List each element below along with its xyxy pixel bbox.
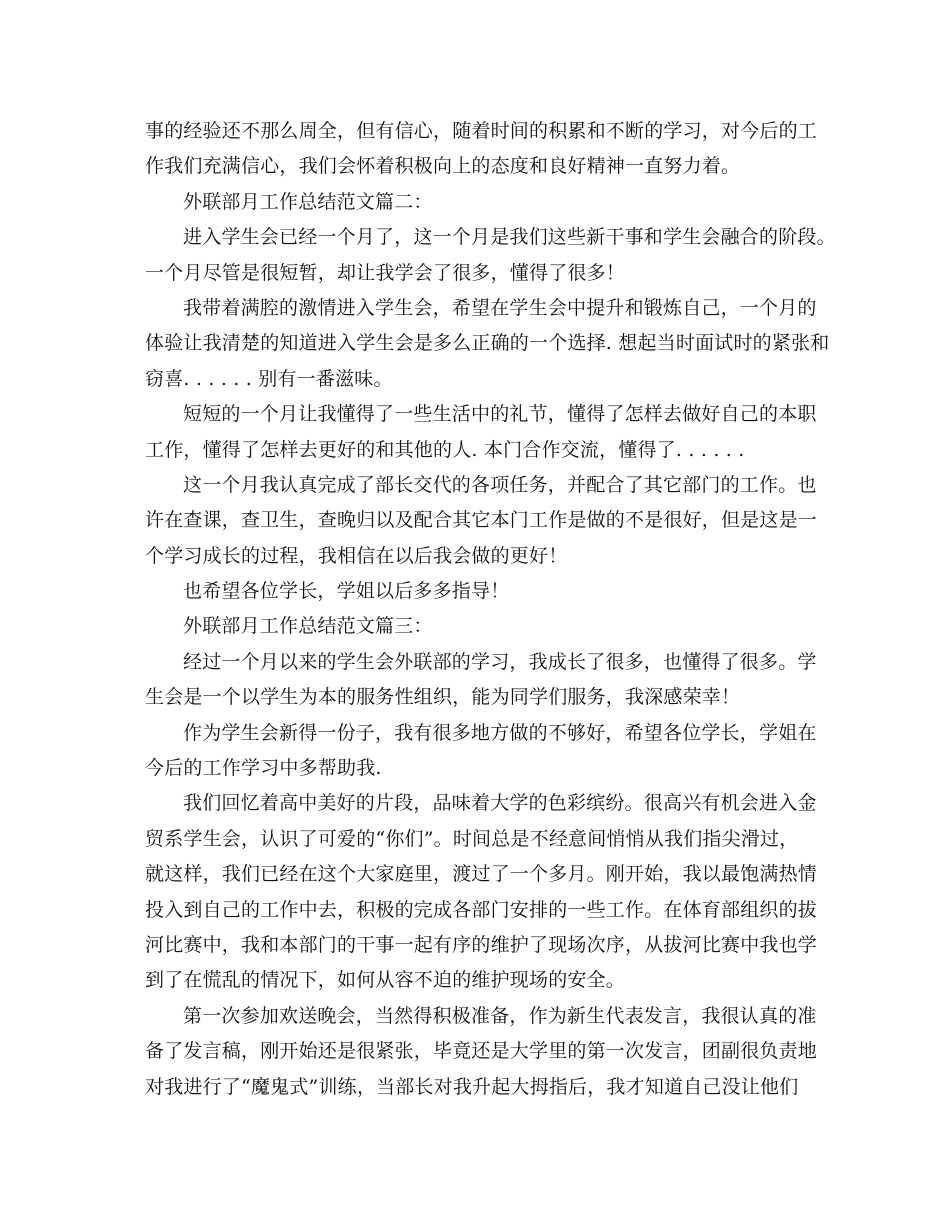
text-line: 许在查课，查卫生，查晚归以及配合其它本门工作是做的不是很好，但是这是一 (145, 509, 818, 532)
text-line: 外联部月工作总结范文篇二： (183, 190, 433, 213)
text-line: 外联部月工作总结范文篇三： (183, 615, 433, 638)
text-line: 到了在慌乱的情况下，如何从容不迫的维护现场的安全。 (145, 969, 626, 992)
text-line: 作为学生会新得一份子，我有很多地方做的不够好，希望各位学长，学姐在 (183, 721, 817, 744)
text-line: 第一次参加欢送晚会，当然得积极准备，作为新生代表发言，我很认真的准 (183, 1004, 817, 1027)
text-line: 河比赛中，我和本部门的干事一起有序的维护了现场次序，从拔河比赛中我也学 (145, 933, 818, 956)
text-line: 体验让我清楚的知道进入学生会是多么正确的一个选择. 想起当时面试时的紧张和 (145, 332, 830, 355)
text-line: 作我们充满信心，我们会怀着积极向上的态度和良好精神一直努力着。 (145, 155, 741, 178)
text-line: 对我进行了“魔鬼式”训练，当部长对我升起大拇指后，我才知道自己没让他们 (145, 1075, 799, 1098)
text-line: 备了发言稿，刚开始还是很紧张，毕竟还是大学里的第一次发言，团副很负责地 (145, 1040, 818, 1063)
text-line: 进入学生会已经一个月了，这一个月是我们这些新干事和学生会融合的阶段。 (183, 226, 836, 249)
text-line: 我带着满腔的激情进入学生会，希望在学生会中提升和锻炼自己，一个月的 (183, 296, 817, 319)
text-line: 窃喜. . . . . . 别有一番滋味。 (145, 367, 393, 390)
text-line: 一个月尽管是很短暂，却让我学会了很多，懂得了很多！ (145, 261, 626, 284)
text-line: 个学习成长的过程，我相信在以后我会做的更好！ (145, 544, 568, 567)
text-line: 投入到自己的工作中去，积极的完成各部门安排的一些工作。在体育部组织的拔 (145, 898, 818, 921)
text-line: 就这样，我们已经在这个大家庭里，渡过了一个多月。刚开始，我以最饱满热情 (145, 863, 818, 886)
text-line: 事的经验还不那么周全，但有信心，随着时间的积累和不断的学习，对今后的工 (145, 120, 818, 142)
text-line: 今后的工作学习中多帮助我. (145, 757, 382, 780)
text-line: 工作，懂得了怎样去更好的和其他的人. 本门合作交流，懂得了. . . . . . (145, 438, 745, 461)
text-line: 这一个月我认真完成了部长交代的各项任务，并配合了其它部门的工作。也 (183, 473, 817, 496)
text-line: 贸系学生会，认识了可爱的“你们”。时间总是不经意间悄悄从我们指尖滑过， (145, 827, 799, 850)
text-line: 短短的一个月让我懂得了一些生活中的礼节，懂得了怎样去做好自己的本职 (183, 403, 817, 426)
text-line: 也希望各位学长，学姐以后多多指导！ (183, 580, 510, 603)
text-line: 经过一个月以来的学生会外联部的学习，我成长了很多，也懂得了很多。学 (183, 650, 817, 673)
document-body (145, 114, 836, 1105)
text-line: 生会是一个以学生为本的服务性组织，能为同学们服务，我深感荣幸！ (145, 686, 741, 709)
text-line: 我们回忆着高中美好的片段，品味着大学的色彩缤纷。很高兴有机会进入金 (183, 792, 817, 815)
